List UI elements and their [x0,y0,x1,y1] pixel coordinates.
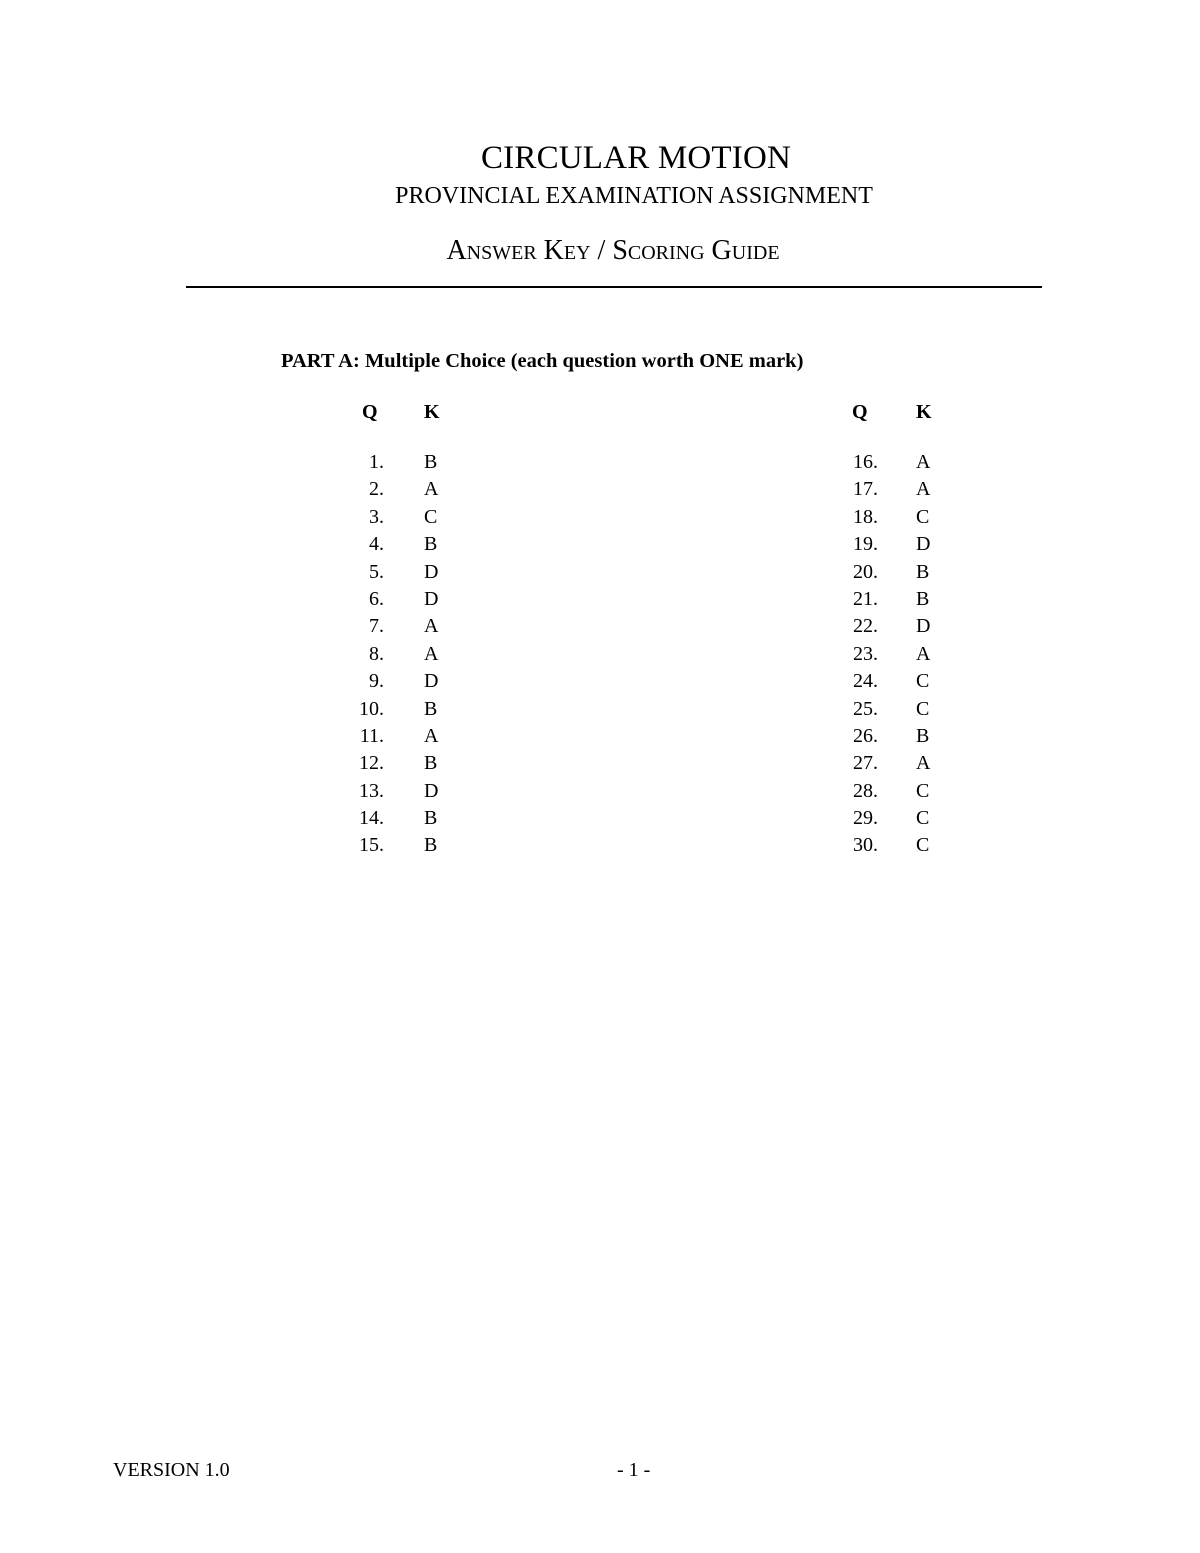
answer-key: B [916,724,930,747]
question-number: 19. [853,533,878,556]
question-number: 25. [853,697,878,720]
left-k-column-header: K [424,401,440,423]
answer-row [600,504,1200,531]
answer-key: C [424,505,438,528]
answer-key: B [424,451,438,473]
right-q-column-header: Q [852,401,868,423]
answer-row [0,641,600,668]
answer-key: B [424,807,438,830]
answer-key: C [916,505,930,528]
question-number: 20. [853,560,878,583]
answer-row [600,832,1200,859]
answer-row [600,778,1200,805]
answer-key: C [916,697,930,720]
answer-list-left [0,449,600,860]
footer-page-number: - 1 - [617,1459,651,1481]
answer-key: D [424,670,439,693]
question-number: 5. [369,560,384,583]
question-number: 2. [369,478,384,501]
heading-divider [186,286,1042,288]
question-number: 29. [853,807,878,830]
answer-key: B [916,560,930,583]
answer-row [600,805,1200,832]
answer-key: B [424,752,438,775]
question-number: 16. [853,451,878,473]
answer-row [0,805,600,832]
answer-key: A [424,642,439,665]
question-number: 23. [853,642,878,665]
answer-key: C [916,779,930,802]
answer-key: B [424,533,438,556]
question-number: 27. [853,752,878,775]
answer-row [600,449,1200,476]
answer-row [600,476,1200,503]
answer-key: C [916,670,930,693]
answer-row [0,723,600,750]
question-number: 10. [359,697,384,720]
document-title: CIRCULAR MOTION [480,140,792,176]
answer-key: A [424,478,439,501]
question-number: 30. [853,834,878,857]
answer-key: A [424,615,439,638]
answer-row [0,476,600,503]
question-number: 22. [853,615,878,638]
question-number: 3. [369,505,384,528]
answer-key: D [916,615,931,638]
question-number: 11. [359,724,384,747]
question-number: 26. [853,724,878,747]
answer-row [0,750,600,777]
question-number: 12. [359,752,384,775]
footer-version: VERSION 1.0 [113,1459,230,1481]
answer-key: A [916,451,931,473]
answer-row [600,559,1200,586]
answer-row [0,778,600,805]
answer-row [0,449,600,476]
answer-row [0,531,600,558]
answer-key: D [424,587,439,610]
right-k-column-header: K [916,401,932,423]
answer-key: A [916,642,931,665]
answer-key: B [424,697,438,720]
document-subtitle: PROVINCIAL EXAMINATION ASSIGNMENT [395,183,873,209]
question-number: 17. [853,478,878,501]
answer-row [600,750,1200,777]
answer-key: D [424,560,439,583]
question-number: 28. [853,779,878,802]
answer-row [0,832,600,859]
answer-key: B [424,834,438,857]
answer-row [600,531,1200,558]
answer-key: B [916,587,930,610]
answer-row [600,723,1200,750]
question-number: 13. [359,779,384,802]
question-number: 15. [359,834,384,857]
question-number: 21. [853,587,878,610]
part-a-heading: PART A: Multiple Choice (each question worth ONE mark) [281,350,804,372]
answer-list-right [600,449,1200,860]
left-q-column-header: Q [362,401,378,423]
answer-key: A [916,752,931,775]
answer-row [0,586,600,613]
answer-key: D [424,779,439,802]
question-number: 8. [369,642,384,665]
question-number: 1. [369,451,384,473]
answer-key: C [916,807,930,830]
answer-row [600,696,1200,723]
question-number: 18. [853,505,878,528]
answer-row [0,696,600,723]
answer-row [0,668,600,695]
answer-key: D [916,533,931,556]
answer-key: A [424,724,439,747]
answer-key: A [916,478,931,501]
question-number: 4. [369,533,384,556]
answer-row [600,641,1200,668]
answer-key-heading: Answer Key / Scoring Guide [446,235,780,266]
answer-row [600,613,1200,640]
question-number: 7. [369,615,384,638]
answer-row [600,668,1200,695]
answer-row [0,504,600,531]
answer-row [0,613,600,640]
question-number: 14. [359,807,384,830]
question-number: 9. [369,670,384,693]
question-number: 24. [853,670,878,693]
answer-row [0,559,600,586]
answer-key: C [916,834,930,857]
question-number: 6. [369,587,384,610]
answer-row [600,586,1200,613]
